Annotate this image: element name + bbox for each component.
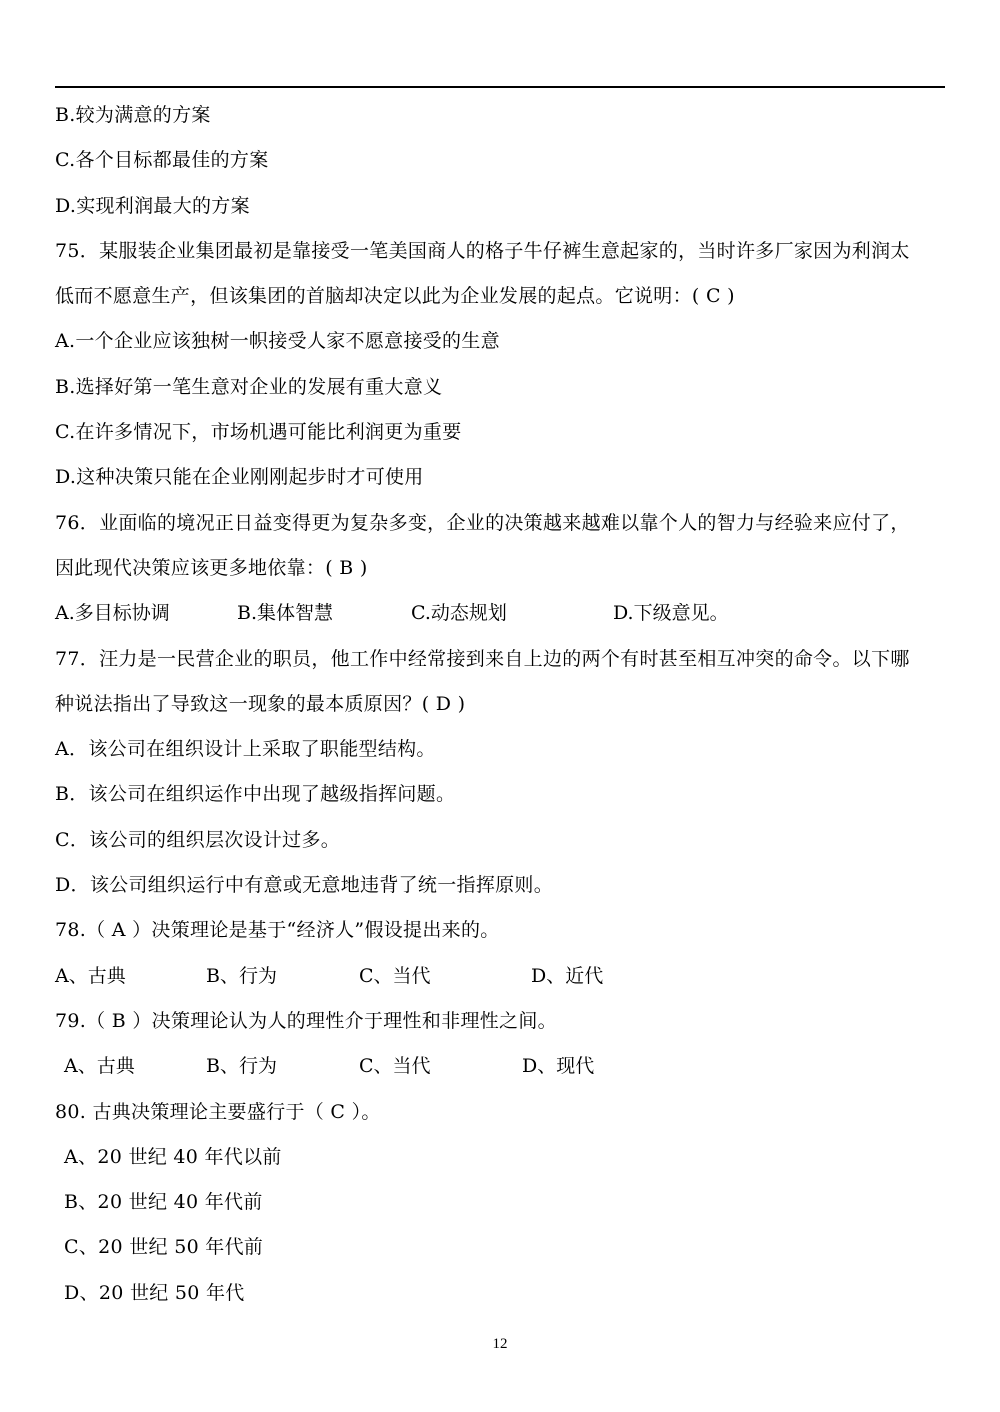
q79-stem: 79.（ B ）决策理论认为人的理性介于理性和非理性之间。 xyxy=(55,1009,557,1032)
q79-option-b: B、行为 xyxy=(206,1055,277,1078)
q76-option-b: B.集体智慧 xyxy=(237,602,334,625)
q77-option-b: B．该公司在组织运作中出现了越级指挥问题。 xyxy=(55,783,456,806)
q75-option-a: A.一个企业应该独树一帜接受人家不愿意接受的生意 xyxy=(55,330,500,353)
q78-stem: 78.（ A ）决策理论是基于“经济人”假设提出来的。 xyxy=(55,919,500,942)
q78-options xyxy=(55,954,950,999)
q76-stem-line2: 因此现代决策应该更多地依靠：( B ) xyxy=(55,556,368,579)
q75-option-d: D.这种决策只能在企业刚刚起步时才可使用 xyxy=(55,466,424,489)
q75-option-b: B.选择好第一笔生意对企业的发展有重大意义 xyxy=(55,375,443,398)
q75-stem-line2: 低而不愿意生产，但该集团的首脑却决定以此为企业发展的起点。它说明：( C ) xyxy=(55,285,735,308)
q75-option-c: C.在许多情况下，市场机遇可能比利润更为重要 xyxy=(55,421,462,444)
q76-option-c: C.动态规划 xyxy=(411,602,507,625)
q79-option-a: A、古典 xyxy=(64,1055,135,1078)
q77-option-d: D．该公司组织运行中有意或无意地违背了统一指挥原则。 xyxy=(55,874,554,897)
q80-stem: 80. 古典决策理论主要盛行于（ C ）。 xyxy=(55,1100,381,1123)
document-body xyxy=(55,93,950,1316)
q74-option-d: D.实现利润最大的方案 xyxy=(55,194,250,217)
q80-option-a: A、20 世纪 40 年代以前 xyxy=(64,1145,282,1168)
q76-options xyxy=(55,591,950,636)
q79-option-c: C、当代 xyxy=(359,1055,431,1078)
q80-option-c: C、20 世纪 50 年代前 xyxy=(64,1236,264,1259)
q77-stem-line1: 77．汪力是一民营企业的职员，他工作中经常接到来自上边的两个有时甚至相互冲突的命令。以下哪 xyxy=(55,647,910,670)
q78-option-a: A、古典 xyxy=(55,964,126,987)
q77-stem-line2: 种说法指出了导致这一现象的最本质原因？( D ) xyxy=(55,692,466,715)
q77-option-a: A．该公司在组织设计上采取了职能型结构。 xyxy=(55,738,436,761)
q79-option-d: D、现代 xyxy=(522,1055,595,1078)
q76-stem-line1: 76．业面临的境况正日益变得更为复杂多变，企业的决策越来越难以靠个人的智力与经验来应付了， xyxy=(55,511,910,534)
q77-option-c: C．该公司的组织层次设计过多。 xyxy=(55,828,341,851)
q79-options xyxy=(55,1044,950,1089)
q76-option-d: D.下级意见。 xyxy=(613,602,729,625)
q74-option-c: C.各个目标都最佳的方案 xyxy=(55,149,269,172)
q78-option-c: C、当代 xyxy=(359,964,431,987)
q78-option-d: D、近代 xyxy=(531,964,604,987)
q80-option-b: B、20 世纪 40 年代前 xyxy=(64,1191,263,1214)
header-rule xyxy=(55,86,945,88)
page-number: 12 xyxy=(492,1336,508,1352)
q75-stem-line1: 75．某服装企业集团最初是靠接受一笔美国商人的格子牛仔裤生意起家的，当时许多厂家因为利润太 xyxy=(55,239,910,262)
q76-option-a: A.多目标协调 xyxy=(55,602,170,625)
q78-option-b: B、行为 xyxy=(206,964,277,987)
q80-option-d: D、20 世纪 50 年代 xyxy=(64,1281,245,1304)
q74-option-b: B.较为满意的方案 xyxy=(55,104,211,126)
